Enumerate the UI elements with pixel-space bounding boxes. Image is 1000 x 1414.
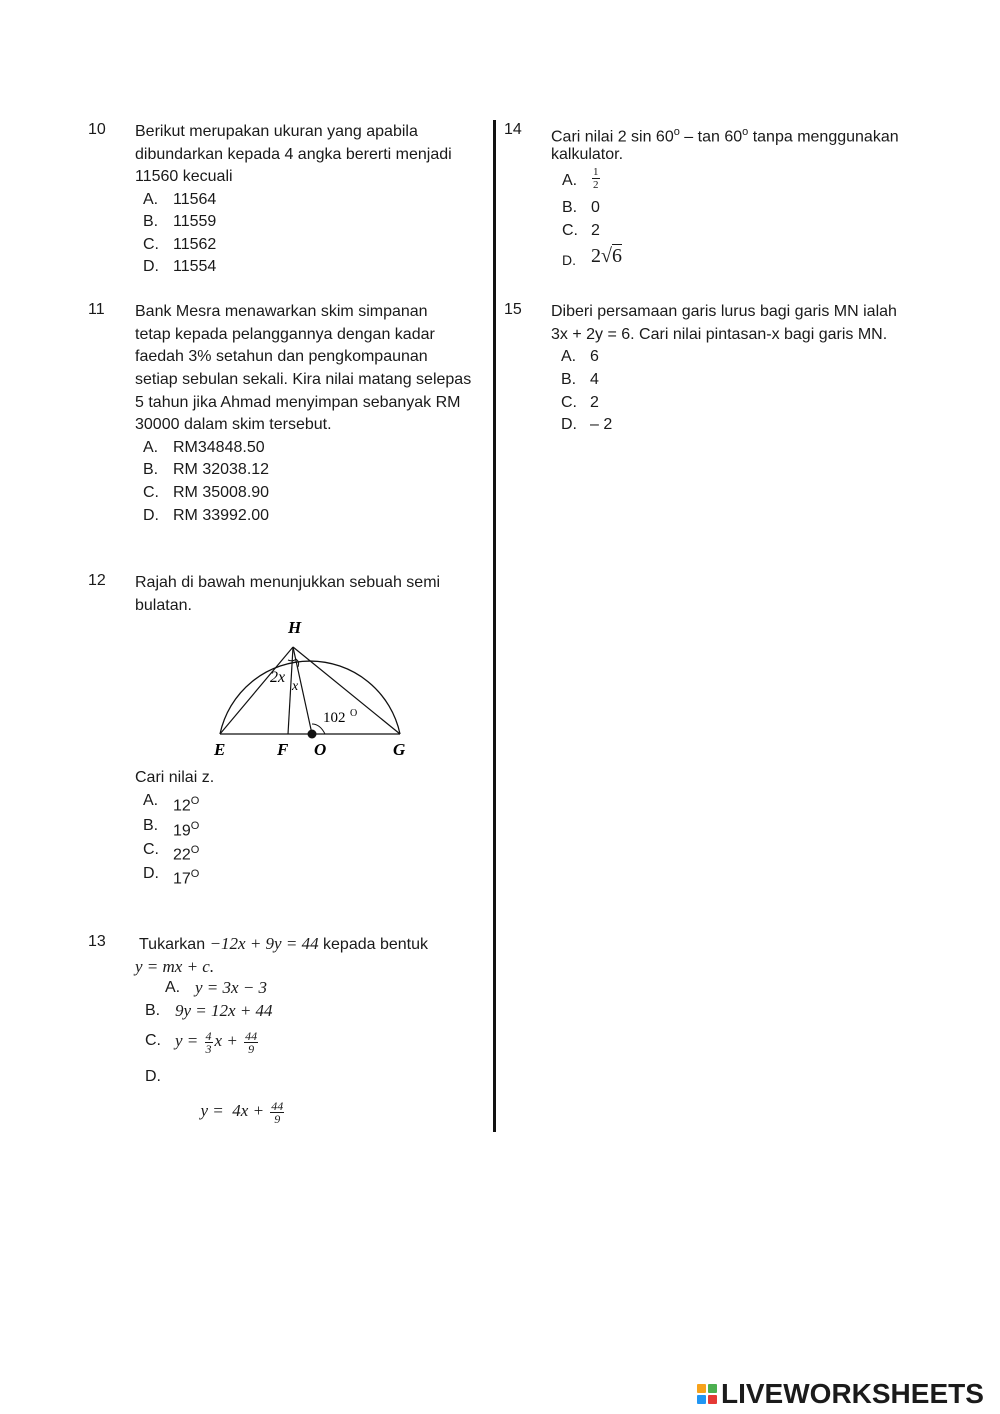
option-d[interactable]	[143, 256, 217, 278]
option-letter: D.	[562, 252, 576, 268]
option-letter: D.	[561, 416, 577, 433]
option-letter: B.	[562, 199, 578, 216]
question-text-line: setiap sebulan sekali. Kira nilai matang selepas	[135, 371, 472, 388]
option-letter: A.	[143, 439, 159, 456]
logo-square	[708, 1384, 717, 1393]
question-number: 12	[88, 572, 106, 589]
question-text-line: Rajah di bawah menunjukkan sebuah semi	[135, 574, 441, 591]
option-c[interactable]	[145, 1028, 258, 1056]
option-value: y = $\frac{4}{3}$ x + $\frac{44}{9}$	[175, 1028, 258, 1056]
option-d[interactable]	[143, 863, 200, 888]
logo-text: LIVEWORKSHEETS	[721, 1378, 984, 1409]
option-value: 6	[590, 348, 599, 365]
question-number: 13	[88, 933, 106, 950]
option-letter: C.	[145, 1032, 161, 1049]
option-value: 0	[591, 199, 600, 216]
option-letter: B.	[143, 817, 159, 834]
option-b[interactable]	[561, 369, 599, 391]
option-c[interactable]	[562, 220, 600, 242]
logo-mark-icon	[697, 1384, 717, 1404]
option-value: RM 32038.12	[173, 461, 270, 478]
fraction-1-2: $\frac{1}{2}$	[593, 166, 599, 191]
option-d[interactable]	[145, 1066, 284, 1126]
option-value: $22^O$	[173, 844, 200, 864]
option-value: y = 4x + $\frac{44}{9}$	[200, 1098, 284, 1126]
label-degree: O	[350, 708, 358, 719]
option-value: 11554	[173, 258, 217, 275]
question-text-line: 30000 dalam skim tersebut.	[135, 416, 332, 433]
option-c[interactable]	[143, 839, 200, 864]
question-text-line: kalkulator.	[551, 146, 624, 163]
option-letter: A.	[143, 792, 159, 809]
question-text-line: 5 tahun jika Ahmad menyimpan sebanyak RM	[135, 394, 461, 411]
option-letter: A.	[165, 979, 181, 996]
text-post: kepada bentuk	[323, 936, 429, 953]
question-text-line: tetap kepada pelanggannya dengan kadar	[135, 326, 435, 343]
target-form: y = mx + c.	[135, 957, 215, 976]
logo-square	[697, 1384, 706, 1393]
option-a[interactable]	[143, 790, 200, 815]
option-d[interactable]	[562, 245, 622, 272]
option-value: RM34848.50	[173, 439, 265, 456]
option-letter: C.	[143, 236, 159, 253]
option-letter: C.	[562, 222, 578, 239]
question-text-line	[139, 933, 428, 956]
option-value: $17^O$	[173, 868, 200, 888]
option-c[interactable]	[561, 392, 599, 414]
question-number: 11	[88, 301, 105, 318]
option-letter: B.	[143, 213, 159, 230]
label-angle-102: 102	[323, 710, 346, 726]
question-text-line: faedah 3% setahun dan pengkompaunan	[135, 348, 428, 365]
question-text-line: Bank Mesra menawarkan skim simpanan	[135, 303, 428, 320]
option-letter: D.	[145, 1068, 161, 1085]
fraction-44-9: $\frac{44}{9}$	[245, 1028, 258, 1056]
label-g: G	[393, 740, 406, 759]
option-a[interactable]	[165, 977, 268, 999]
option-a[interactable]	[143, 437, 265, 459]
question-text-line: Berikut merupakan ukuran yang apabila	[135, 123, 418, 140]
line-he	[220, 647, 293, 734]
option-a[interactable]	[561, 346, 599, 368]
label-angle-2x: 2x	[270, 669, 286, 686]
option-a[interactable]	[143, 189, 217, 211]
label-e: E	[214, 740, 226, 759]
question-text-line: dibundarkan kepada 4 angka bererti menjadi	[135, 146, 452, 163]
option-b[interactable]	[145, 1000, 273, 1022]
label-f: F	[277, 740, 289, 759]
question-text-line: bulatan.	[135, 597, 192, 614]
option-b[interactable]	[143, 459, 270, 481]
question-number: 15	[504, 301, 522, 318]
option-letter: B.	[561, 371, 577, 388]
option-value: 11564	[173, 191, 217, 208]
option-letter: B.	[143, 461, 159, 478]
option-d[interactable]	[143, 505, 270, 527]
option-b[interactable]	[143, 211, 217, 233]
question-prompt: Cari nilai z.	[135, 769, 215, 786]
option-letter: D.	[143, 258, 159, 275]
question-number: 14	[504, 121, 522, 138]
question-text-line: Cari nilai 2 sin 60$^o$ – tan 60$^o$ tanpa menggunakan	[551, 126, 899, 146]
center-point-o	[308, 730, 317, 739]
option-b[interactable]	[143, 815, 200, 840]
question-number: 10	[88, 121, 106, 138]
option-value: y = 3x − 3	[195, 978, 268, 997]
option-value: 4	[590, 371, 599, 388]
option-value: 2	[590, 394, 599, 411]
column-divider	[493, 120, 496, 1132]
option-a[interactable]	[562, 166, 599, 192]
label-angle-x: x	[292, 679, 299, 694]
option-letter: A.	[562, 172, 578, 189]
liveworksheets-logo[interactable]	[697, 1374, 984, 1414]
option-letter: B.	[145, 1002, 161, 1019]
option-value: $19^O$	[173, 820, 200, 840]
option-value: 2	[591, 222, 600, 239]
label-o: O	[314, 740, 327, 759]
option-value: 2√6	[591, 245, 622, 267]
option-c[interactable]	[143, 234, 217, 256]
fraction-4-3: $\frac{4}{3}$	[205, 1028, 212, 1056]
logo-square	[708, 1395, 717, 1404]
option-value: 11562	[173, 236, 217, 253]
question-text-line: Diberi persamaan garis lurus bagi garis MN ialah	[551, 303, 897, 320]
option-c[interactable]	[143, 482, 270, 504]
option-value: RM 33992.00	[173, 507, 270, 524]
option-d[interactable]	[561, 414, 613, 436]
semicircle-diagram	[200, 612, 430, 767]
option-letter: C.	[143, 484, 159, 501]
option-letter: D.	[143, 865, 159, 882]
option-letter: A.	[561, 348, 577, 365]
option-letter: C.	[561, 394, 577, 411]
option-b[interactable]	[562, 197, 600, 219]
equation: −12x + 9y = 44	[209, 934, 319, 953]
label-h: H	[288, 618, 302, 637]
option-value: RM 35008.90	[173, 484, 270, 501]
option-letter: D.	[143, 507, 159, 524]
option-letter: A.	[143, 191, 159, 208]
option-letter: C.	[143, 841, 159, 858]
fraction-44-9: $\frac{44}{9}$	[271, 1098, 284, 1126]
option-value: $12^O$	[173, 795, 200, 815]
question-text-line: 3x + 2y = 6. Cari nilai pintasan-x bagi garis MN.	[551, 326, 888, 343]
option-value: 9y = 12x + 44	[175, 1001, 273, 1020]
text-pre: Tukarkan	[139, 936, 206, 953]
option-value: 11559	[173, 213, 217, 230]
logo-square	[697, 1395, 706, 1404]
sqrt-icon: √	[601, 245, 612, 267]
option-value: – 2	[590, 416, 613, 433]
question-text-line: 11560 kecuali	[135, 168, 233, 185]
